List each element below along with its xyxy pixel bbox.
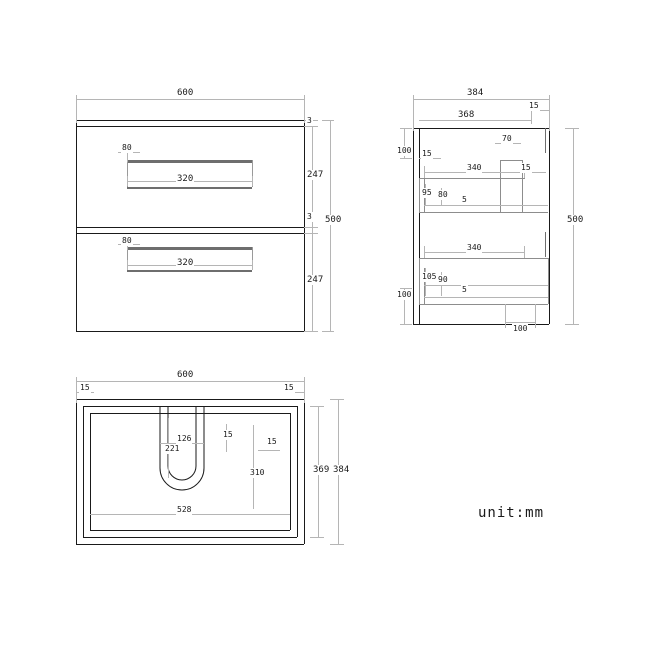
side-foot-label: 100 [513,324,528,333]
top-right-edge [304,399,305,544]
front-overall-height-line [330,120,331,331]
front-chain-t2 [304,126,318,127]
top-back-edge [76,544,304,545]
front-left-edge [76,120,77,331]
front-drawer-bottom-height-label: 247 [307,275,324,285]
front-overall-width-label: 600 [177,88,194,98]
side-slide-top-b-label: 80 [438,190,448,199]
unit-note: unit:mm [478,505,545,521]
top-basin-depth-label: 221 [165,444,180,453]
front-mid-edge-1 [76,227,304,228]
front-oh-t [322,120,334,121]
handle-top-offset-label: 80 [122,143,132,152]
front-oh-b [322,331,334,332]
drawer-bottom-box-top [419,258,548,259]
handle-top-dim-r [252,176,253,186]
handle-bottom [127,247,252,250]
side-top-edge [413,128,549,129]
wall-bracket-bottom [545,232,546,257]
top-inner-depth-label: 369 [313,465,330,475]
side-back-edge [549,128,550,324]
side-340bot-l [424,246,425,258]
side-bottom-height-label: 100 [397,290,412,299]
top-width-ext-l [76,377,77,403]
front-chain-t5 [304,331,318,332]
top-overall-depth-label: 384 [333,465,350,475]
handle-top-length-label: 320 [177,174,194,184]
side-overall-depth-label: 384 [467,88,484,98]
side-bottom-edge [413,324,549,325]
drawer-bottom-slide2 [424,285,548,286]
top-inner-left [83,406,84,537]
side-overall-height-label: 500 [567,215,584,225]
handle-bottom-base [127,270,252,272]
top-inner2-left [90,413,91,530]
top-cut-width-label: 528 [177,505,192,514]
top-front-edge [76,399,304,400]
drawer-bottom-box-bottom [419,304,548,305]
top-384-t [330,399,344,400]
side-slide-gap-bottom-label: 5 [462,285,467,294]
front-width-ext-left [76,95,77,123]
drawer-top-box-top [419,178,525,179]
top-384-b [330,544,344,545]
side-drawer-top-depth-label: 340 [467,163,482,172]
top-overall-width-label: 600 [177,370,194,380]
handle-top [127,160,252,163]
top-inner2-back [90,530,290,531]
side-15b-label: 15 [422,149,432,158]
top-basin-inner-gap-label: 15 [223,430,233,439]
top-width-dim-line [76,381,304,382]
handle-top-base [127,187,252,189]
front-bottom-edge [76,331,304,332]
side-depth-dim-line [413,99,549,100]
top-basin-width-label: 126 [177,434,192,443]
side-oh-t [565,128,579,129]
side-slide-bottom-label: 105 [422,272,437,281]
drawer-bottom-back [548,258,549,304]
side-top-height-label: 100 [397,146,412,155]
side-front-edge [413,128,414,324]
side-slide-bottom-b-label: 90 [438,275,448,284]
handle-top-dim-l [127,176,128,186]
side-depth-ext-l [413,95,414,131]
side-foot-dim-line [505,322,535,323]
side-100-top-b [400,158,412,159]
front-width-dim-line [76,99,304,100]
drawer-top-box-bottom [419,212,548,213]
top-cut-depth-label: 310 [250,468,265,477]
handle-bottom-length-label: 320 [177,258,194,268]
top-left-edge [76,399,77,544]
drawer-top-rail [500,160,522,161]
side-slide-gap-top-label: 5 [462,195,467,204]
side-slide-top-label: 95 [422,188,432,197]
side-340bot-r [524,246,525,258]
top-310-line [253,425,254,509]
side-foot-l [505,304,506,328]
top-inner2-right [290,413,291,530]
side-drawer-bottom-depth-label: 340 [467,243,482,252]
front-chain-t3 [304,227,318,228]
handle-bottom-dim-r [252,260,253,270]
top-left-wall-label: 15 [80,383,90,392]
front-overall-height-label: 500 [325,215,342,225]
side-100-bot-b [400,324,412,325]
front-mid-edge-2 [76,233,304,234]
side-inner-depth-label: 368 [458,110,475,120]
top-right-inner-dim [258,450,280,451]
side-top-rail-label: 70 [502,134,512,143]
front-top-gap-label: 3 [307,116,312,125]
drawer-top-slide [424,205,548,206]
handle-bottom-dim-l [127,260,128,270]
side-foot-r [535,304,536,328]
top-inner-back [83,537,297,538]
front-mid-gap-label: 3 [307,212,312,221]
front-chain-t4 [304,233,318,234]
drawer-top-box-face [419,178,420,212]
side-inner-depth-dim-line [419,120,531,121]
wall-bracket-top [545,128,546,153]
side-depth-ext-r [549,95,550,131]
side-15c-label: 15 [521,163,531,172]
side-100-bot-t [400,288,412,289]
handle-bottom-offset-label: 80 [122,236,132,245]
drawer-bottom-slide [424,297,548,298]
top-inner-right [297,406,298,537]
side-overall-height-line [573,128,574,324]
front-top-inner-edge [76,126,304,127]
top-369-b [310,537,324,538]
side-340top-l [424,166,425,178]
top-width-ext-r [304,377,305,403]
top-right-wall-label: 15 [284,383,294,392]
side-oh-b [565,324,579,325]
front-drawer-top-height-label: 247 [307,170,324,180]
front-top-edge [76,120,304,121]
top-369-t [310,406,324,407]
top-right-inner-label: 15 [267,437,277,446]
side-100-top-t [400,128,412,129]
drawer-bottom-face [419,258,420,304]
front-right-edge [304,120,305,331]
side-15a-label: 15 [529,101,539,110]
front-width-ext-right [304,95,305,123]
front-height-chain [312,120,313,331]
